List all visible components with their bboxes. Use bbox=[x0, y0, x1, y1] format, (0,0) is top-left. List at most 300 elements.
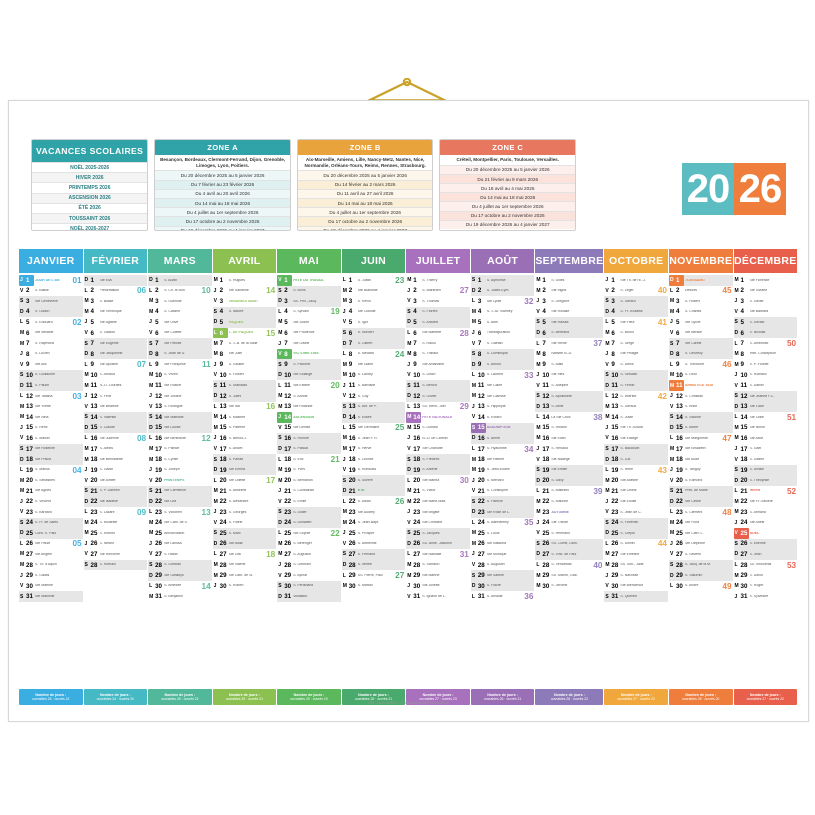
day-row[interactable] bbox=[535, 444, 603, 455]
day-row[interactable] bbox=[406, 539, 470, 550]
day-row[interactable] bbox=[471, 444, 535, 455]
day-row[interactable] bbox=[406, 275, 470, 286]
day-row[interactable] bbox=[84, 412, 148, 423]
day-row[interactable] bbox=[148, 286, 212, 297]
day-row[interactable] bbox=[277, 412, 341, 423]
day-row[interactable] bbox=[19, 549, 83, 560]
day-row[interactable] bbox=[19, 328, 83, 339]
day-row[interactable] bbox=[277, 496, 341, 507]
day-row[interactable] bbox=[277, 444, 341, 455]
day-row[interactable] bbox=[604, 496, 668, 507]
day-row[interactable] bbox=[604, 286, 668, 297]
day-row[interactable] bbox=[734, 317, 798, 328]
day-row[interactable] bbox=[406, 528, 470, 539]
day-row[interactable] bbox=[342, 539, 406, 550]
day-row[interactable] bbox=[669, 380, 733, 391]
day-row[interactable] bbox=[406, 328, 470, 339]
day-row[interactable] bbox=[342, 296, 406, 307]
day-row[interactable] bbox=[148, 391, 212, 402]
day-row[interactable] bbox=[669, 275, 733, 286]
day-row[interactable] bbox=[734, 507, 798, 518]
day-row[interactable] bbox=[148, 349, 212, 360]
day-row[interactable] bbox=[277, 591, 341, 602]
day-row[interactable] bbox=[535, 528, 603, 539]
day-row[interactable] bbox=[277, 338, 341, 349]
day-row[interactable] bbox=[19, 286, 83, 297]
day-row[interactable] bbox=[148, 549, 212, 560]
day-row[interactable] bbox=[669, 433, 733, 444]
day-row[interactable] bbox=[342, 528, 406, 539]
day-row[interactable] bbox=[604, 328, 668, 339]
day-row[interactable] bbox=[535, 275, 603, 286]
day-row[interactable] bbox=[406, 570, 470, 581]
day-row[interactable] bbox=[604, 518, 668, 529]
day-row[interactable] bbox=[277, 528, 341, 539]
day-row[interactable] bbox=[604, 296, 668, 307]
day-row[interactable] bbox=[604, 317, 668, 328]
day-row[interactable] bbox=[535, 286, 603, 297]
day-row[interactable] bbox=[535, 496, 603, 507]
day-row[interactable] bbox=[535, 433, 603, 444]
day-row[interactable] bbox=[604, 549, 668, 560]
day-row[interactable] bbox=[19, 444, 83, 455]
day-row[interactable] bbox=[19, 275, 83, 286]
day-row[interactable] bbox=[213, 286, 277, 297]
day-row[interactable] bbox=[604, 454, 668, 465]
day-row[interactable] bbox=[535, 549, 603, 560]
day-row[interactable] bbox=[406, 286, 470, 297]
day-row[interactable] bbox=[535, 391, 603, 402]
day-row[interactable] bbox=[84, 454, 148, 465]
day-row[interactable] bbox=[406, 465, 470, 476]
day-row[interactable] bbox=[277, 370, 341, 381]
day-row[interactable] bbox=[734, 560, 798, 571]
day-row[interactable] bbox=[342, 391, 406, 402]
day-row[interactable] bbox=[471, 328, 535, 339]
day-row[interactable] bbox=[213, 359, 277, 370]
day-row[interactable] bbox=[471, 296, 535, 307]
day-row[interactable] bbox=[213, 518, 277, 529]
day-row[interactable] bbox=[734, 444, 798, 455]
day-row[interactable] bbox=[406, 591, 470, 602]
day-row[interactable] bbox=[148, 433, 212, 444]
day-row[interactable] bbox=[406, 338, 470, 349]
day-row[interactable] bbox=[406, 317, 470, 328]
day-row[interactable] bbox=[342, 286, 406, 297]
day-row[interactable] bbox=[669, 539, 733, 550]
day-row[interactable] bbox=[84, 370, 148, 381]
day-row[interactable] bbox=[277, 433, 341, 444]
day-row[interactable] bbox=[604, 391, 668, 402]
day-row[interactable] bbox=[471, 423, 535, 434]
day-row[interactable] bbox=[84, 317, 148, 328]
day-row[interactable] bbox=[148, 475, 212, 486]
day-row[interactable] bbox=[148, 486, 212, 497]
day-row[interactable] bbox=[213, 465, 277, 476]
day-row[interactable] bbox=[19, 454, 83, 465]
day-row[interactable] bbox=[277, 349, 341, 360]
day-row[interactable] bbox=[669, 359, 733, 370]
day-row[interactable] bbox=[669, 465, 733, 476]
day-row[interactable] bbox=[342, 338, 406, 349]
day-row[interactable] bbox=[535, 539, 603, 550]
day-row[interactable] bbox=[277, 454, 341, 465]
day-row[interactable] bbox=[669, 454, 733, 465]
day-row[interactable] bbox=[277, 475, 341, 486]
day-row[interactable] bbox=[471, 412, 535, 423]
day-row[interactable] bbox=[604, 581, 668, 592]
day-row[interactable] bbox=[213, 296, 277, 307]
day-row[interactable] bbox=[148, 507, 212, 518]
day-row[interactable] bbox=[342, 549, 406, 560]
day-row[interactable] bbox=[604, 402, 668, 413]
day-row[interactable] bbox=[84, 528, 148, 539]
day-row[interactable] bbox=[471, 496, 535, 507]
day-row[interactable] bbox=[734, 423, 798, 434]
day-row[interactable] bbox=[604, 560, 668, 571]
day-row[interactable] bbox=[342, 328, 406, 339]
day-row[interactable] bbox=[535, 570, 603, 581]
day-row[interactable] bbox=[734, 286, 798, 297]
day-row[interactable] bbox=[213, 391, 277, 402]
day-row[interactable] bbox=[342, 570, 406, 581]
day-row[interactable] bbox=[84, 539, 148, 550]
day-row[interactable] bbox=[213, 412, 277, 423]
day-row[interactable] bbox=[213, 402, 277, 413]
day-row[interactable] bbox=[342, 496, 406, 507]
day-row[interactable] bbox=[277, 549, 341, 560]
day-row[interactable] bbox=[734, 402, 798, 413]
day-row[interactable] bbox=[342, 560, 406, 571]
day-row[interactable] bbox=[213, 528, 277, 539]
day-row[interactable] bbox=[84, 402, 148, 413]
day-row[interactable] bbox=[669, 402, 733, 413]
day-row[interactable] bbox=[471, 275, 535, 286]
day-row[interactable] bbox=[84, 423, 148, 434]
day-row[interactable] bbox=[604, 275, 668, 286]
day-row[interactable] bbox=[669, 570, 733, 581]
day-row[interactable] bbox=[342, 486, 406, 497]
day-row[interactable] bbox=[84, 560, 148, 571]
day-row[interactable] bbox=[148, 581, 212, 592]
day-row[interactable] bbox=[471, 549, 535, 560]
day-row[interactable] bbox=[19, 349, 83, 360]
day-row[interactable] bbox=[19, 560, 83, 571]
day-row[interactable] bbox=[406, 391, 470, 402]
day-row[interactable] bbox=[406, 496, 470, 507]
day-row[interactable] bbox=[669, 307, 733, 318]
day-row[interactable] bbox=[669, 444, 733, 455]
day-row[interactable] bbox=[342, 359, 406, 370]
day-row[interactable] bbox=[19, 581, 83, 592]
day-row[interactable] bbox=[734, 454, 798, 465]
day-row[interactable] bbox=[342, 433, 406, 444]
day-row[interactable] bbox=[604, 423, 668, 434]
day-row[interactable] bbox=[277, 560, 341, 571]
day-row[interactable] bbox=[535, 328, 603, 339]
day-row[interactable] bbox=[734, 307, 798, 318]
day-row[interactable] bbox=[277, 328, 341, 339]
day-row[interactable] bbox=[19, 507, 83, 518]
day-row[interactable] bbox=[471, 518, 535, 529]
day-row[interactable] bbox=[734, 549, 798, 560]
day-row[interactable] bbox=[342, 423, 406, 434]
day-row[interactable] bbox=[669, 507, 733, 518]
day-row[interactable] bbox=[406, 349, 470, 360]
day-row[interactable] bbox=[734, 370, 798, 381]
day-row[interactable] bbox=[669, 496, 733, 507]
day-row[interactable] bbox=[148, 402, 212, 413]
day-row[interactable] bbox=[734, 296, 798, 307]
day-row[interactable] bbox=[535, 423, 603, 434]
day-row[interactable] bbox=[669, 338, 733, 349]
day-row[interactable] bbox=[277, 570, 341, 581]
day-row[interactable] bbox=[277, 286, 341, 297]
day-row[interactable] bbox=[734, 465, 798, 476]
day-row[interactable] bbox=[84, 296, 148, 307]
day-row[interactable] bbox=[19, 402, 83, 413]
day-row[interactable] bbox=[734, 338, 798, 349]
day-row[interactable] bbox=[734, 570, 798, 581]
day-row[interactable] bbox=[19, 518, 83, 529]
day-row[interactable] bbox=[148, 539, 212, 550]
day-row[interactable] bbox=[19, 307, 83, 318]
day-row[interactable] bbox=[669, 317, 733, 328]
day-row[interactable] bbox=[277, 307, 341, 318]
day-row[interactable] bbox=[277, 296, 341, 307]
day-row[interactable] bbox=[604, 307, 668, 318]
day-row[interactable] bbox=[471, 454, 535, 465]
day-row[interactable] bbox=[535, 402, 603, 413]
day-row[interactable] bbox=[471, 539, 535, 550]
day-row[interactable] bbox=[213, 570, 277, 581]
day-row[interactable] bbox=[535, 486, 603, 497]
day-row[interactable] bbox=[277, 486, 341, 497]
day-row[interactable] bbox=[148, 444, 212, 455]
day-row[interactable] bbox=[604, 338, 668, 349]
day-row[interactable] bbox=[213, 380, 277, 391]
day-row[interactable] bbox=[406, 486, 470, 497]
day-row[interactable] bbox=[84, 275, 148, 286]
day-row[interactable] bbox=[535, 380, 603, 391]
day-row[interactable] bbox=[19, 370, 83, 381]
day-row[interactable] bbox=[277, 391, 341, 402]
day-row[interactable] bbox=[19, 528, 83, 539]
day-row[interactable] bbox=[669, 349, 733, 360]
day-row[interactable] bbox=[342, 402, 406, 413]
day-row[interactable] bbox=[406, 359, 470, 370]
day-row[interactable] bbox=[734, 539, 798, 550]
day-row[interactable] bbox=[604, 528, 668, 539]
day-row[interactable] bbox=[471, 560, 535, 571]
day-row[interactable] bbox=[213, 581, 277, 592]
day-row[interactable] bbox=[342, 475, 406, 486]
day-row[interactable] bbox=[342, 507, 406, 518]
day-row[interactable] bbox=[669, 581, 733, 592]
day-row[interactable] bbox=[213, 549, 277, 560]
day-row[interactable] bbox=[535, 412, 603, 423]
day-row[interactable] bbox=[535, 338, 603, 349]
day-row[interactable] bbox=[277, 402, 341, 413]
day-row[interactable] bbox=[471, 402, 535, 413]
day-row[interactable] bbox=[148, 317, 212, 328]
day-row[interactable] bbox=[471, 286, 535, 297]
day-row[interactable] bbox=[148, 496, 212, 507]
day-row[interactable] bbox=[84, 433, 148, 444]
day-row[interactable] bbox=[471, 317, 535, 328]
day-row[interactable] bbox=[471, 528, 535, 539]
day-row[interactable] bbox=[669, 560, 733, 571]
day-row[interactable] bbox=[148, 275, 212, 286]
day-row[interactable] bbox=[277, 539, 341, 550]
day-row[interactable] bbox=[19, 496, 83, 507]
day-row[interactable] bbox=[669, 486, 733, 497]
day-row[interactable] bbox=[19, 570, 83, 581]
day-row[interactable] bbox=[342, 370, 406, 381]
day-row[interactable] bbox=[734, 486, 798, 497]
day-row[interactable] bbox=[148, 560, 212, 571]
day-row[interactable] bbox=[19, 412, 83, 423]
day-row[interactable] bbox=[669, 286, 733, 297]
day-row[interactable] bbox=[734, 528, 798, 539]
day-row[interactable] bbox=[604, 370, 668, 381]
day-row[interactable] bbox=[604, 570, 668, 581]
day-row[interactable] bbox=[19, 317, 83, 328]
day-row[interactable] bbox=[406, 412, 470, 423]
day-row[interactable] bbox=[342, 412, 406, 423]
day-row[interactable] bbox=[277, 581, 341, 592]
day-row[interactable] bbox=[84, 518, 148, 529]
day-row[interactable] bbox=[342, 349, 406, 360]
day-row[interactable] bbox=[148, 591, 212, 602]
day-row[interactable] bbox=[471, 359, 535, 370]
day-row[interactable] bbox=[535, 317, 603, 328]
day-row[interactable] bbox=[734, 518, 798, 529]
day-row[interactable] bbox=[19, 359, 83, 370]
day-row[interactable] bbox=[19, 423, 83, 434]
day-row[interactable] bbox=[734, 433, 798, 444]
day-row[interactable] bbox=[342, 444, 406, 455]
day-row[interactable] bbox=[84, 465, 148, 476]
day-row[interactable] bbox=[406, 380, 470, 391]
day-row[interactable] bbox=[406, 402, 470, 413]
day-row[interactable] bbox=[471, 591, 535, 602]
day-row[interactable] bbox=[148, 338, 212, 349]
day-row[interactable] bbox=[669, 423, 733, 434]
day-row[interactable] bbox=[213, 444, 277, 455]
day-row[interactable] bbox=[406, 370, 470, 381]
day-row[interactable] bbox=[213, 539, 277, 550]
day-row[interactable] bbox=[604, 486, 668, 497]
day-row[interactable] bbox=[535, 518, 603, 529]
day-row[interactable] bbox=[277, 359, 341, 370]
day-row[interactable] bbox=[148, 528, 212, 539]
day-row[interactable] bbox=[471, 338, 535, 349]
day-row[interactable] bbox=[342, 465, 406, 476]
day-row[interactable] bbox=[669, 412, 733, 423]
day-row[interactable] bbox=[535, 370, 603, 381]
day-row[interactable] bbox=[535, 581, 603, 592]
day-row[interactable] bbox=[669, 391, 733, 402]
day-row[interactable] bbox=[84, 549, 148, 560]
day-row[interactable] bbox=[406, 454, 470, 465]
day-row[interactable] bbox=[471, 475, 535, 486]
day-row[interactable] bbox=[148, 465, 212, 476]
day-row[interactable] bbox=[669, 296, 733, 307]
day-row[interactable] bbox=[19, 591, 83, 602]
day-row[interactable] bbox=[406, 433, 470, 444]
day-row[interactable] bbox=[213, 338, 277, 349]
day-row[interactable] bbox=[84, 349, 148, 360]
day-row[interactable] bbox=[604, 349, 668, 360]
day-row[interactable] bbox=[213, 560, 277, 571]
day-row[interactable] bbox=[342, 317, 406, 328]
day-row[interactable] bbox=[734, 380, 798, 391]
day-row[interactable] bbox=[19, 433, 83, 444]
day-row[interactable] bbox=[669, 528, 733, 539]
day-row[interactable] bbox=[19, 475, 83, 486]
day-row[interactable] bbox=[213, 433, 277, 444]
day-row[interactable] bbox=[669, 370, 733, 381]
day-row[interactable] bbox=[669, 549, 733, 560]
day-row[interactable] bbox=[406, 475, 470, 486]
day-row[interactable] bbox=[535, 349, 603, 360]
day-row[interactable] bbox=[535, 507, 603, 518]
day-row[interactable] bbox=[406, 507, 470, 518]
day-row[interactable] bbox=[148, 328, 212, 339]
day-row[interactable] bbox=[471, 486, 535, 497]
day-row[interactable] bbox=[471, 370, 535, 381]
day-row[interactable] bbox=[604, 433, 668, 444]
day-row[interactable] bbox=[406, 444, 470, 455]
day-row[interactable] bbox=[406, 560, 470, 571]
day-row[interactable] bbox=[535, 307, 603, 318]
day-row[interactable] bbox=[84, 486, 148, 497]
day-row[interactable] bbox=[604, 591, 668, 602]
day-row[interactable] bbox=[148, 454, 212, 465]
day-row[interactable] bbox=[471, 433, 535, 444]
day-row[interactable] bbox=[19, 391, 83, 402]
day-row[interactable] bbox=[84, 496, 148, 507]
day-row[interactable] bbox=[84, 507, 148, 518]
day-row[interactable] bbox=[734, 475, 798, 486]
day-row[interactable] bbox=[213, 328, 277, 339]
day-row[interactable] bbox=[213, 370, 277, 381]
day-row[interactable] bbox=[406, 549, 470, 560]
day-row[interactable] bbox=[342, 307, 406, 318]
day-row[interactable] bbox=[84, 359, 148, 370]
day-row[interactable] bbox=[148, 370, 212, 381]
day-row[interactable] bbox=[604, 465, 668, 476]
day-row[interactable] bbox=[535, 359, 603, 370]
day-row[interactable] bbox=[471, 349, 535, 360]
day-row[interactable] bbox=[148, 380, 212, 391]
day-row[interactable] bbox=[148, 307, 212, 318]
day-row[interactable] bbox=[148, 570, 212, 581]
day-row[interactable] bbox=[535, 296, 603, 307]
day-row[interactable] bbox=[148, 359, 212, 370]
day-row[interactable] bbox=[342, 275, 406, 286]
day-row[interactable] bbox=[84, 338, 148, 349]
day-row[interactable] bbox=[19, 486, 83, 497]
day-row[interactable] bbox=[213, 454, 277, 465]
day-row[interactable] bbox=[213, 307, 277, 318]
day-row[interactable] bbox=[213, 349, 277, 360]
day-row[interactable] bbox=[19, 465, 83, 476]
day-row[interactable] bbox=[277, 518, 341, 529]
day-row[interactable] bbox=[213, 275, 277, 286]
day-row[interactable] bbox=[604, 359, 668, 370]
